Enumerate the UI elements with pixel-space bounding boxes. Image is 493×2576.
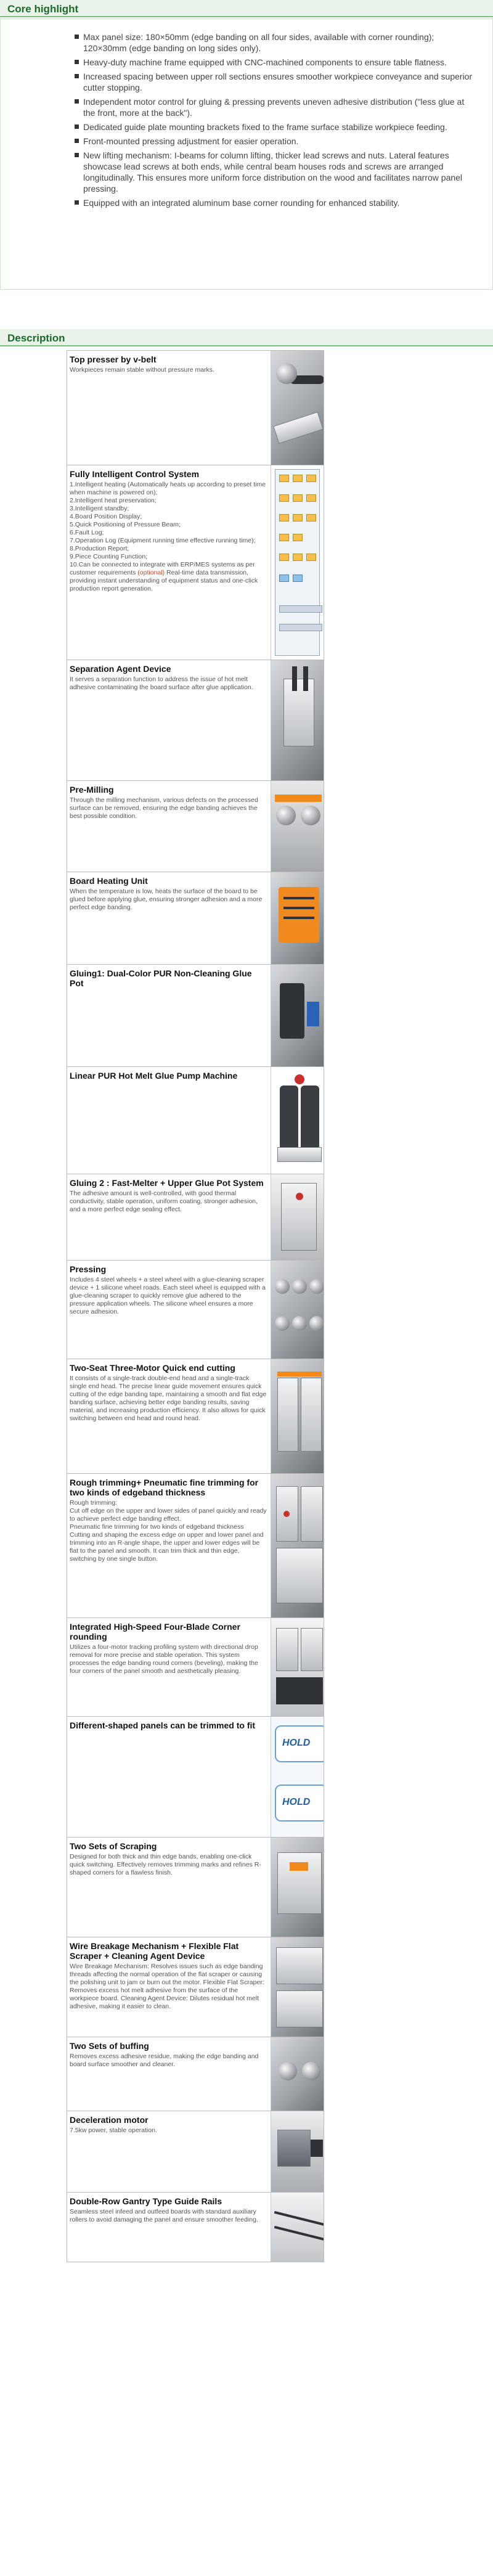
row-pre-milling <box>67 781 324 872</box>
row-body: Designed for both thick and thin edge bands, enabling one-click quick switching. Effectively removes trimming marks and refines R-shaped corners for a flawless finish. <box>70 1853 261 1876</box>
row-title: Rough trimming+ Pneumatic fine trimming for two kinds of edgeband thickness <box>70 1478 259 1497</box>
scraping-photo <box>271 1838 324 1937</box>
row-body: It serves a separation function to address the issue of hot melt adhesive contaminating the board surface after glue application. <box>70 676 253 691</box>
row-body: The adhesive amount is well-controlled, with good thermal conductivity, stable operation, uniform coating, stronger adhesion, and a more perfect edge sealing effect. <box>70 1190 258 1213</box>
row-body: Workpieces remain stable without pressure marks. <box>70 366 214 374</box>
row-title: Separation Agent Device <box>70 664 171 674</box>
row-body: When the temperature is low, heats the surface of the board to be glued before applying glue, ensuring stronger adhesion and a more perfect edge banding. <box>70 888 263 911</box>
row-body: Wire Breakage Mechanism: Resolves issues such as edge banding threads affecting the normal operation of the flat scraper or causing the polishing unit to jam or burn out the motor. Flexible Flat Scraper: Removes excess hot melt adhesive from the surface of the workpiece board. Cleaning Agent Device: Dilutes residual hot melt adhesive, making it easier to clean. <box>70 1963 264 2010</box>
row-guide-rails <box>67 2193 324 2262</box>
row-body <box>70 481 267 593</box>
row-title: Gluing 2 : Fast-Melter + Upper Glue Pot System <box>70 1178 264 1188</box>
row-title: Two Sets of Scraping <box>70 1841 157 1851</box>
row-title: Wire Breakage Mechanism + Flexible Flat Scraper + Cleaning Agent Device <box>70 1941 239 1961</box>
row-board-heating <box>67 872 324 965</box>
control-screen-photo <box>271 465 324 660</box>
row-top-presser <box>67 351 324 465</box>
pre-milling-photo <box>271 781 324 872</box>
highlight-item: Independent motor control for gluing & pressing prevents uneven adhesive distribution ("less glue at the front, more at the back"). <box>75 96 474 118</box>
end-cutting-photo <box>271 1359 324 1473</box>
row-shaped-panels <box>67 1717 324 1838</box>
buffing-photo <box>271 2037 324 2111</box>
row-end-cutting <box>67 1359 324 1474</box>
guide-rails-photo <box>271 2193 324 2262</box>
pressing-wheels-photo <box>271 1261 324 1359</box>
row-title: Linear PUR Hot Melt Glue Pump Machine <box>70 1071 238 1081</box>
row-body: Rough trimming: Cut off edge on the upper and lower sides of panel quickly and ready to achieve perfect edge banding effect. Pneumatic fine trimming for two kinds of edgeband thickness Cutting and shaping the excess edge on upper and lower panel and trimming into an R-angle shape, the upper and lower edges will be flat to the panel and smooth. It can trim thick and thin edge, switching by one single button. <box>70 1499 267 1563</box>
row-gluing-2 <box>67 1174 324 1261</box>
row-scraping <box>67 1838 324 1937</box>
row-title: Board Heating Unit <box>70 876 148 886</box>
core-highlight-box <box>0 18 493 290</box>
highlight-item: Front-mounted pressing adjustment for easier operation. <box>75 136 474 147</box>
panel-logo: HOLD <box>282 1738 311 1748</box>
core-highlight-list <box>1 19 492 208</box>
row-body-tail: Real-time data transmission, providing instant understanding of equipment status and one-click production report generation. <box>70 569 258 592</box>
row-body: Seamless steel infeed and outfeed boards with standard auxiliary rollers to avoid damaging the panel and ensure smoother feeding. <box>70 2208 258 2223</box>
row-title: Top presser by v-belt <box>70 354 157 364</box>
row-body-main: 1.Intelligent heating (Automatically heats up according to preset time when machine is powered on); 2.Intelligent heat preservation; 3.Intelligent standby; 4.Board Position Display; 5.Quick Positioning of Pressure Beam; 6.Fault Log; 7.Operation Log (Equipment running time effective running time); 8.Production Report; 9.Piece Counting Function; 10.Can be connected to integrate with ERP/MES systems as per customer requirements <box>70 481 266 576</box>
row-title: Fully Intelligent Control System <box>70 469 200 479</box>
optional-note: (optional) <box>137 569 165 576</box>
row-body: 7.5kw power, stable operation. <box>70 2127 157 2134</box>
highlight-item: New lifting mechanism: I-beams for column lifting, thicker lead screws and nuts. Lateral features showcase lead screws at both ends, while central beam houses rods and screws are arranged longitudinally. This ensures more uniform force distribution on the wood and facilitates narrow panel pressing. <box>75 150 474 194</box>
separation-agent-photo <box>271 660 324 780</box>
highlight-item: Max panel size: 180×50mm (edge banding on all four sides, available with corner rounding); 120×30mm (edge banding on long sides only). <box>75 31 474 54</box>
row-body: Utilizes a four-motor tracking profiling system with directional drop removal for more precise and stable operation. This system processes the edge banding round corners (beveling), making the four corners of the panel smooth and aesthetically pleasing. <box>70 1643 258 1675</box>
row-pur-pump <box>67 1067 324 1174</box>
row-deceleration-motor <box>67 2111 324 2193</box>
row-title: Gluing1: Dual-Color PUR Non-Cleaning Glue Pot <box>70 968 252 988</box>
row-pressing <box>67 1261 324 1359</box>
highlight-item: Increased spacing between upper roll sections ensures smoother workpiece conveyance and superior cutter stopping. <box>75 71 474 93</box>
row-title: Two Sets of buffing <box>70 2041 149 2051</box>
glue-pot-photo <box>271 965 324 1066</box>
board-heating-photo <box>271 872 324 964</box>
core-highlight-header <box>0 0 493 17</box>
row-title: Pre-Milling <box>70 785 114 795</box>
description-title: Description <box>7 332 65 344</box>
row-wire-breakage <box>67 1937 324 2037</box>
core-highlight-title: Core highlight <box>7 3 79 15</box>
highlight-item: Equipped with an integrated aluminum base corner rounding for enhanced stability. <box>75 197 474 208</box>
row-title: Deceleration motor <box>70 2115 149 2125</box>
row-body: It consists of a single-track double-end head and a single-track single end head. The precise linear guide movement ensures quick cutting of the edge banding tape, maintaining a smooth and flat edge banding surface, achieving better edge banding results, saving material, and increasing production efficiency. It also allows for quick switching between end head and round head. <box>70 1375 267 1422</box>
row-control-system <box>67 465 324 660</box>
fast-melter-photo <box>271 1174 324 1260</box>
row-body: Includes 4 steel wheels + a steel wheel with a glue-cleaning scraper device + 1 silicone wheel roads. Each steel wheel is equipped with a glue-cleaning scraper to quickly remove glue adhered to the pressure application wheels. The silicone wheel ensures a more secure adhesion. <box>70 1276 266 1315</box>
highlight-item: Heavy-duty machine frame equipped with CNC-machined components to ensure table flatness. <box>75 57 474 68</box>
panel-logo: HOLD <box>282 1797 311 1807</box>
row-trimming <box>67 1474 324 1618</box>
row-title: Two-Seat Three-Motor Quick end cutting <box>70 1363 235 1373</box>
row-title: Integrated High-Speed Four-Blade Corner rounding <box>70 1622 240 1642</box>
row-body: Removes excess adhesive residue, making the edge banding and board surface smoother and cleaner. <box>70 2053 259 2068</box>
description-table <box>67 350 324 2262</box>
trimming-photo <box>271 1474 324 1617</box>
shaped-panels-photo <box>271 1717 324 1837</box>
description-header <box>0 329 493 346</box>
corner-rounding-photo <box>271 1618 324 1716</box>
row-body: Through the milling mechanism, various defects on the processed surface can be removed, ensuring the edge banding achieves the best possible condition. <box>70 796 258 820</box>
highlight-item: Dedicated guide plate mounting brackets fixed to the frame surface stabilize workpiece feeding. <box>75 121 474 133</box>
wire-breakage-photo <box>271 1937 324 2037</box>
row-title: Pressing <box>70 1264 107 1274</box>
row-title: Different-shaped panels can be trimmed to fit <box>70 1720 256 1730</box>
top-presser-photo <box>271 351 324 465</box>
row-corner-rounding <box>67 1618 324 1717</box>
row-buffing <box>67 2037 324 2111</box>
pur-pump-photo <box>271 1067 324 1174</box>
motor-photo <box>271 2111 324 2192</box>
row-gluing-1 <box>67 965 324 1067</box>
row-title: Double-Row Gantry Type Guide Rails <box>70 2196 222 2206</box>
row-separation-agent <box>67 660 324 781</box>
